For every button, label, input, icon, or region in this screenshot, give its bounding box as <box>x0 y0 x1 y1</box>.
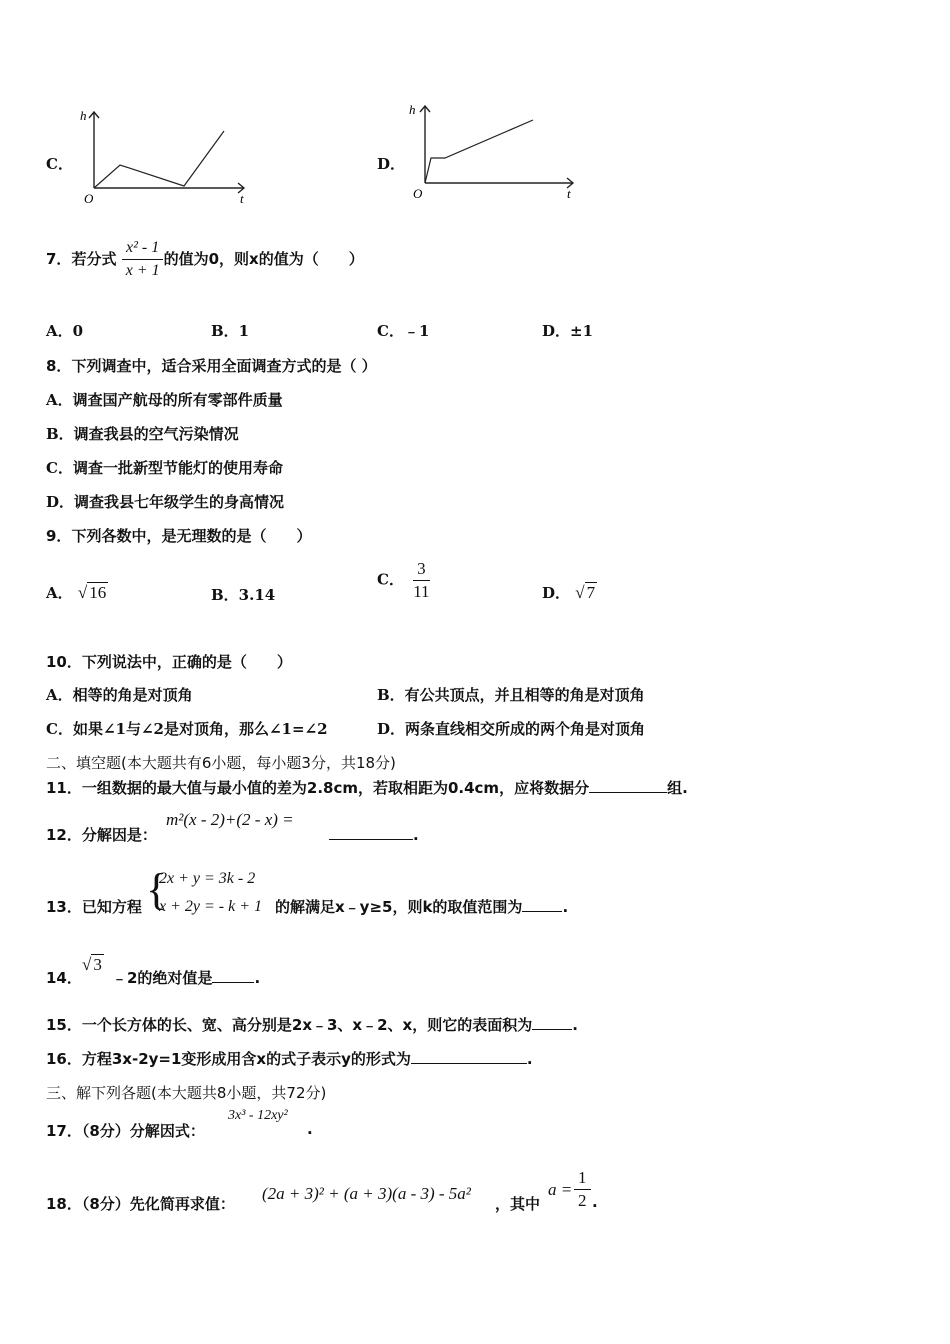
q9-option-d-sqrt: √ 7 <box>575 583 596 602</box>
q7-frac-den: x + 1 <box>125 262 160 279</box>
q8 <box>46 355 377 376</box>
q8-option-d: D．调查我县七年级学生的身高情况 <box>46 493 285 511</box>
q7-option-a: A．0 <box>46 322 84 340</box>
q7-suffix: 的值为0，则x的值为（ ） <box>163 250 364 268</box>
q8-option-b: B．调查我县的空气污染情况 <box>46 425 239 443</box>
q13-system-brace: { <box>146 865 168 914</box>
q9-option-b: B．3.14 <box>211 586 276 604</box>
q17-text: （8分）分解因式： <box>81 1122 205 1140</box>
q15-number: 15． <box>46 1016 82 1034</box>
q9 <box>46 525 311 546</box>
q10-option-a: A．相等的角是对顶角 <box>46 686 193 704</box>
q9-option-d-radicand: 7 <box>586 583 596 602</box>
q12-answer-blank[interactable] <box>329 825 413 840</box>
q18-text: （8分）先化简再求值： <box>81 1195 235 1213</box>
q18-condition-fraction <box>574 1168 591 1211</box>
graph-d <box>403 96 593 206</box>
q10-option-c: C．如果∠1与∠2是对顶角，那么∠1=∠2 <box>46 720 328 738</box>
graph-c-origin: O <box>84 191 94 206</box>
q8-option-c: C．调查一批新型节能灯的使用寿命 <box>46 459 283 477</box>
q9-option-c <box>377 559 434 602</box>
q13-label <box>46 896 142 917</box>
q13-answer-blank[interactable] <box>522 897 562 912</box>
q13-number: 13． <box>46 898 82 916</box>
q7 <box>46 238 364 281</box>
q9-option-a-radicand: 16 <box>89 583 107 602</box>
q12-answer: . <box>329 825 419 844</box>
q11-number: 11． <box>46 779 82 797</box>
q14-radicand: 3 <box>93 955 102 974</box>
q13-condition: 的解满足x﹣y≥5，则k的取值范围为 . <box>275 898 569 916</box>
q18-expression: (2a + 3)² + (a + 3)(a - 3) - 5a² <box>262 1184 471 1203</box>
q9-option-d <box>542 582 597 603</box>
q9-option-c-num: 3 <box>413 559 430 581</box>
graph-c-t-label: t <box>240 191 244 206</box>
q12-number: 12． <box>46 826 82 844</box>
q11 <box>46 777 688 798</box>
q11-answer-blank[interactable] <box>589 778 667 793</box>
graph-d-t-label: t <box>567 186 571 201</box>
q15: 15．一个长方体的长、宽、高分别是2x﹣3、x﹣2、x，则它的表面积为 . <box>46 1016 578 1034</box>
q16-answer-blank[interactable] <box>411 1049 527 1064</box>
q9-option-a-sqrt: √ 16 <box>77 583 107 602</box>
q16-number: 16． <box>46 1050 82 1068</box>
q18 <box>46 1193 235 1214</box>
graph-d-h-label: h <box>409 102 416 117</box>
q16-text: 方程3x-2y=1变形成用含x的式子表示y的形式为 <box>81 1050 411 1068</box>
q7-prefix: 若分式 <box>71 250 117 268</box>
q18-period: . <box>592 1193 598 1211</box>
q13-prefix: 已知方程 <box>81 898 142 916</box>
q18-cond-num: 1 <box>574 1168 591 1190</box>
q18-mid: ，其中 <box>495 1195 541 1213</box>
q7-number: 7． <box>46 250 72 268</box>
q7-option-c: C．﹣1 <box>377 322 430 340</box>
q13-equation-2: x + 2y = - k + 1 <box>159 898 263 915</box>
q7-frac-num: x² - 1 <box>122 238 163 260</box>
q13-suffix: 的解满足x﹣y≥5，则k的取值范围为 <box>275 898 523 916</box>
q9-option-a-label: A． <box>46 584 73 602</box>
graph-d-label: D． <box>377 155 406 173</box>
graph-c-label: C． <box>46 155 73 173</box>
q14-text: ﹣2的绝对值是 . <box>112 969 261 987</box>
q15-answer-blank[interactable] <box>532 1015 572 1030</box>
q17-number: 17． <box>46 1122 82 1140</box>
q9-text: 下列各数中，是无理数的是（ ） <box>71 527 312 545</box>
q8-text: 下列调查中，适合采用全面调查方式的是（ ） <box>71 357 377 375</box>
q12 <box>46 824 157 845</box>
graph-d-curve <box>425 120 533 183</box>
q10-number: 10． <box>46 653 82 671</box>
q18-condition-lhs: a = <box>548 1180 573 1199</box>
q18-number: 18． <box>46 1195 82 1213</box>
q17-expression: 3x³ - 12xy² <box>228 1108 288 1123</box>
graph-c-curve <box>94 131 224 188</box>
q12-expression: m²(x - 2)+(2 - x) = <box>166 810 294 829</box>
q8-option-a: A．调查国产航母的所有零部件质量 <box>46 391 283 409</box>
q9-option-d-label: D． <box>542 584 571 602</box>
q10-option-d: D．两条直线相交所成的两个角是对顶角 <box>377 720 646 738</box>
q10 <box>46 651 292 672</box>
q15-text: 一个长方体的长、宽、高分别是2x﹣3、x﹣2、x，则它的表面积为 <box>81 1016 533 1034</box>
q14-number: 14． <box>46 969 82 987</box>
q16: 16．方程3x-2y=1变形成用含x的式子表示y的形式为 . <box>46 1050 533 1068</box>
q9-option-c-fraction <box>409 559 433 602</box>
q9-option-c-label: C． <box>377 570 404 589</box>
q14-suffix: ﹣2的绝对值是 <box>112 969 213 987</box>
graph-c-h-label: h <box>80 108 87 123</box>
q10-option-b: B．有公共顶点，并且相等的角是对顶角 <box>377 686 645 704</box>
q9-number: 9． <box>46 527 72 545</box>
q7-option-b: B．1 <box>211 322 250 340</box>
q11-suffix: 组. <box>667 779 688 797</box>
q14-answer-blank[interactable] <box>212 968 254 983</box>
graph-d-origin: O <box>413 186 423 201</box>
q7-option-d: D．±1 <box>542 322 594 340</box>
q18-cond-den: 2 <box>578 1191 587 1210</box>
q14-sqrt: √ 3 <box>82 955 102 974</box>
q10-text: 下列说法中，正确的是（ ） <box>81 653 292 671</box>
q8-number: 8． <box>46 357 72 375</box>
q12-text: 分解因是： <box>81 826 157 844</box>
q17-period: . <box>307 1120 313 1138</box>
q11-text: 一组数据的最大值与最小值的差为2.8cm，若取相距为0.4cm，应将数据分 <box>81 779 590 797</box>
q13-equation-1: 2x + y = 3k - 2 <box>159 870 256 887</box>
graph-c <box>72 100 262 210</box>
q9-option-c-den: 11 <box>413 582 430 601</box>
q7-fraction <box>122 238 164 281</box>
section-2-heading: 二、填空题(本大题共有6小题，每小题3分，共18分) <box>46 754 396 772</box>
q9-option-a <box>46 582 108 603</box>
section-3-heading: 三、解下列各题(本大题共8小题，共72分) <box>46 1084 327 1102</box>
q17 <box>46 1120 205 1141</box>
